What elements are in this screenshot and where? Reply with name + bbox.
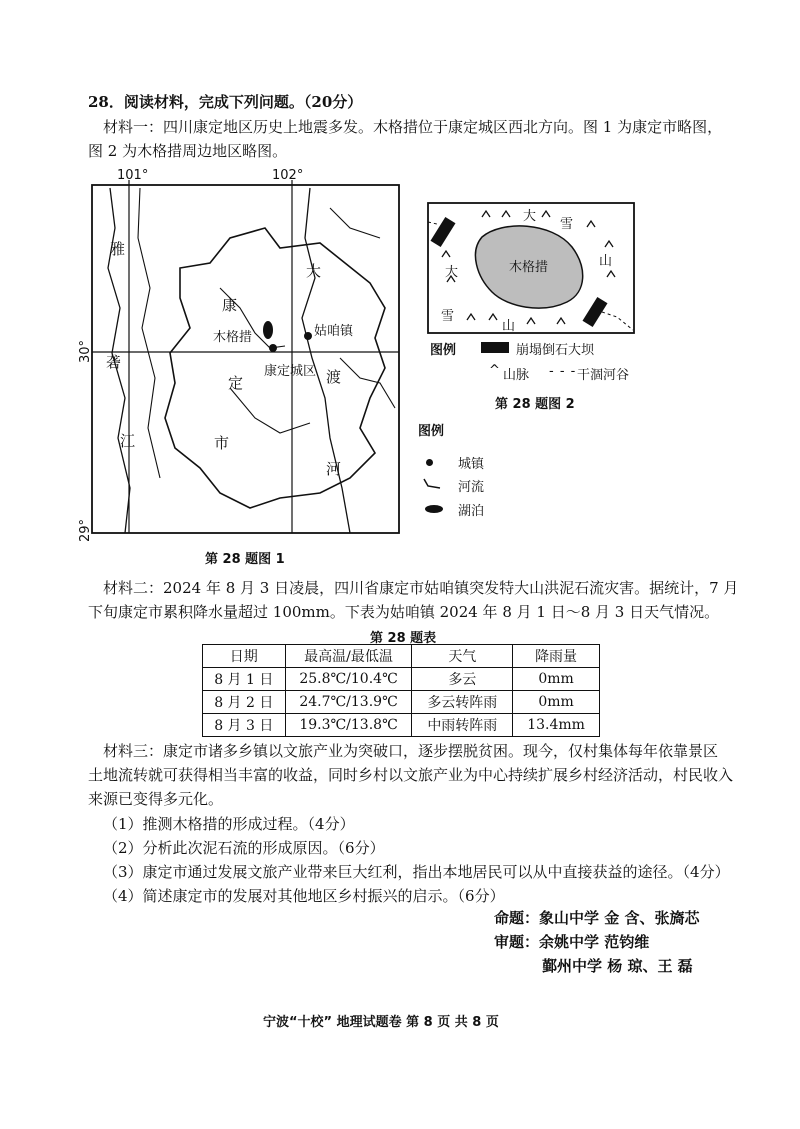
- map2-shan-bottom: 山: [502, 319, 516, 334]
- longitude-101: 101°: [117, 168, 149, 183]
- map2-da-top: 大: [523, 209, 537, 224]
- table-row: [203, 691, 600, 714]
- label-shi: 市: [214, 434, 230, 452]
- map2-da-left: 大: [445, 265, 459, 280]
- label-he: 河: [326, 460, 342, 478]
- table-header: 天气: [412, 645, 513, 668]
- lake-legend-icon: [423, 502, 445, 516]
- table-header-row: [203, 645, 600, 668]
- river-line-4: [330, 208, 380, 238]
- table-cell: 8 月 1 日: [203, 668, 286, 691]
- map2-xue-bottom: 雪: [441, 309, 455, 324]
- material2-line2: 下旬康定市累积降水量超过 100mm。下表为姑咱镇 2024 年 8 月 1 日～8 月 3 日天气情况。: [88, 603, 720, 621]
- table-row: [203, 668, 600, 691]
- table-cell: 多云: [412, 668, 513, 691]
- river-line-5: [340, 358, 395, 408]
- label-ya: 雅: [110, 240, 126, 258]
- map1-legend-title: 图例: [418, 424, 445, 439]
- dam-east: [582, 297, 607, 327]
- table-header: 日期: [203, 645, 286, 668]
- sub-question-1: （1）推测木格措的形成过程。（4分）: [103, 815, 355, 833]
- valley-legend-icon: - - -: [549, 364, 577, 379]
- question-title: 28．阅读材料，完成下列问题。（20分）: [88, 93, 363, 111]
- page-footer: 宁波“十校” 地理试题卷 第 8 页 共 8 页: [263, 1015, 499, 1030]
- weather-table: [202, 644, 600, 737]
- town-kangding-dot: [269, 344, 277, 352]
- dry-valley-east: [602, 312, 633, 330]
- label-kang: 康: [222, 296, 238, 314]
- river-line-3: [230, 388, 310, 433]
- map2-legend-dam: 崩塌倒石大坝: [516, 343, 595, 358]
- map2-legend-title: 图例: [430, 343, 457, 358]
- table-cell: 0mm: [513, 691, 600, 714]
- longitude-102: 102°: [272, 168, 304, 183]
- map1-legend-town: 城镇: [458, 457, 485, 472]
- material1-line1: 材料一：四川康定地区历史上地震多发。木格措位于康定城区西北方向。图 1 为康定市略图，: [103, 118, 723, 136]
- map2-legend-mountain: 山脉: [503, 368, 530, 383]
- map2-legend-valley: 干涸河谷: [577, 368, 630, 383]
- map1-legend-river: 河流: [458, 480, 485, 495]
- map-figure-2: [427, 202, 635, 334]
- table-cell: 中雨转阵雨: [412, 714, 513, 737]
- table-header: 最高温/最低温: [285, 645, 412, 668]
- map-figure-1: [80, 168, 410, 548]
- credit-author: 命题：象山中学 金 含、张旖芯: [494, 909, 700, 927]
- label-ding: 定: [228, 374, 244, 392]
- map2-caption: 第 28 题图 2: [495, 397, 575, 412]
- table-cell: 19.3℃/13.8℃: [285, 714, 412, 737]
- table-cell: 8 月 3 日: [203, 714, 286, 737]
- lake-mugecuo: [263, 321, 273, 339]
- river-line: [138, 188, 160, 478]
- material1-line2: 图 2 为木格措周边地区略图。: [88, 142, 288, 160]
- table-cell: 0mm: [513, 668, 600, 691]
- lake-label-mugecuo: 木格措: [509, 260, 549, 275]
- table-caption: 第 28 题表: [370, 631, 437, 646]
- map2-shan-right: 山: [599, 254, 613, 269]
- mountain-legend-icon: ^: [489, 363, 500, 378]
- table-row: [203, 714, 600, 737]
- table-cell: 13.4mm: [513, 714, 600, 737]
- sub-question-4: （4）简述康定市的发展对其他地区乡村振兴的启示。（6分）: [103, 887, 505, 905]
- credit-reviewer-2: 鄞州中学 杨 琼、王 磊: [542, 957, 693, 975]
- material3-line3: 来源已变得多元化。: [88, 790, 224, 808]
- table-cell: 25.8℃/10.4℃: [285, 668, 412, 691]
- town-legend-icon: [426, 459, 433, 466]
- place-mugecuo: 木格措: [213, 330, 253, 345]
- latitude-30: 30°: [78, 339, 94, 364]
- town-guza-dot: [304, 332, 312, 340]
- table-header: 降雨量: [513, 645, 600, 668]
- map1-caption: 第 28 题图 1: [205, 552, 285, 567]
- dam-west: [430, 217, 455, 247]
- map2-xue-top: 雪: [560, 217, 574, 232]
- label-da: 大: [306, 262, 322, 280]
- place-guza: 姑咱镇: [314, 324, 354, 339]
- label-du: 渡: [326, 368, 342, 386]
- material2-line1: 材料二：2024 年 8 月 3 日凌晨，四川省康定市姑咱镇突发特大山洪泥石流灾害。据统计，7 月: [103, 579, 739, 597]
- table-cell: 8 月 2 日: [203, 691, 286, 714]
- place-kangding: 康定城区: [264, 364, 317, 379]
- table-cell: 多云转阵雨: [412, 691, 513, 714]
- river-legend-icon: [421, 476, 443, 492]
- latitude-29: 29°: [78, 518, 94, 543]
- material3-line2: 土地流转就可获得相当丰富的收益，同时乡村以文旅产业为中心持续扩展乡村经济活动，村民收入: [88, 766, 734, 784]
- sub-question-3: （3）康定市通过发展文旅产业带来巨大红利，指出本地居民可以从中直接获益的途径。（4分）: [103, 863, 730, 881]
- dam-legend-symbol: [481, 342, 509, 353]
- label-jiang: 江: [120, 432, 136, 450]
- label-long: 砻: [106, 353, 122, 371]
- table-cell: 24.7℃/13.9℃: [285, 691, 412, 714]
- credit-reviewer-1: 审题：余姚中学 范钧维: [494, 933, 650, 951]
- kangding-map-svg: [80, 168, 410, 548]
- map1-legend-lake: 湖泊: [458, 504, 485, 519]
- material3-line1: 材料三：康定市诸多乡镇以文旅产业为突破口，逐步摆脱贫困。现今，仅村集体每年依靠景区: [103, 742, 719, 760]
- sub-question-2: （2）分析此次泥石流的形成原因。（6分）: [103, 839, 385, 857]
